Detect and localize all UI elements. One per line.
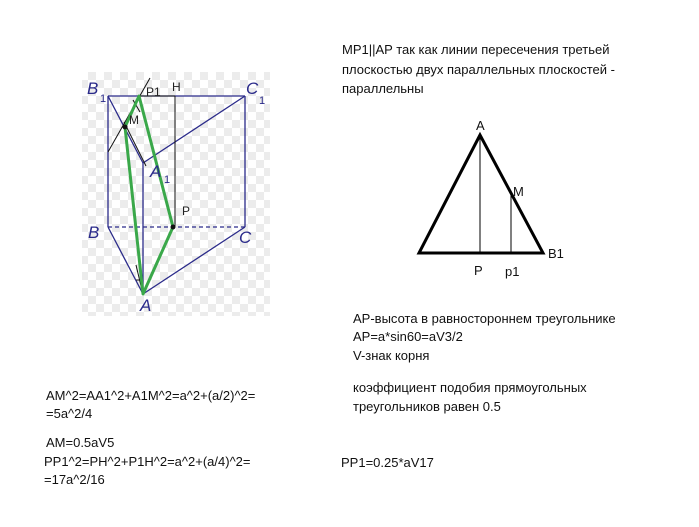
similarity-note-line-1: коэффициент подобия прямоугольных [353,380,587,395]
vertex-b-label: B [88,223,100,242]
triangle-p-label: P [474,263,483,278]
am-formula-line-1: AM^2=AA1^2+A1M^2=a^2+(a/2)^2= [46,388,256,403]
height-note-line-1: AP-высота в равностороннем треугольнике [353,311,616,326]
vertex-c1-label: C [246,79,259,98]
height-note-line-3: V-знак корня [353,348,430,363]
checker-background [82,72,270,316]
vertex-c-label: C [239,228,252,247]
point-p-label: P [182,204,191,218]
vertex-c1-sub: 1 [259,95,266,107]
height-note-line-2: AP=a*sin60=aV3/2 [353,329,463,344]
parallel-note-line-2: плоскостью двух параллельных плоскостей - [342,62,615,77]
point-h-label: H [172,80,181,94]
triangle-p1-label: p1 [505,264,520,279]
triangle-figure [419,118,564,279]
point-p1-label: P1 [146,85,161,99]
similarity-note-line-2: треугольников равен 0.5 [353,399,501,414]
parallel-note-line-3: параллельны [342,81,424,96]
pp1-formula-line-2: =17a^2/16 [44,472,105,487]
point-p-dot [171,225,176,230]
vertex-a-label: A [140,296,152,315]
triangle-b1-label: B1 [548,246,564,261]
triangle-outline [419,135,543,253]
am-result: AM=0.5aV5 [46,435,115,450]
pp1-result: PP1=0.25*aV17 [341,455,434,470]
point-m-label: M [129,113,139,127]
pp1-formula-line-1: PP1^2=PH^2+P1H^2=a^2+(a/4)^2= [44,454,251,469]
triangle-a-label: A [476,118,485,133]
am-formula-line-2: =5a^2/4 [46,406,93,421]
parallel-note-line-1: MP1||AP так как линии пересечения третьей [342,42,610,57]
vertex-a1-sub: 1 [164,174,171,186]
vertex-b1-sub: 1 [100,93,107,105]
triangle-m-label: M [513,184,524,199]
vertex-a1-label: A [150,162,162,181]
point-m-dot [123,125,128,130]
vertex-b1-label: B [87,79,99,98]
